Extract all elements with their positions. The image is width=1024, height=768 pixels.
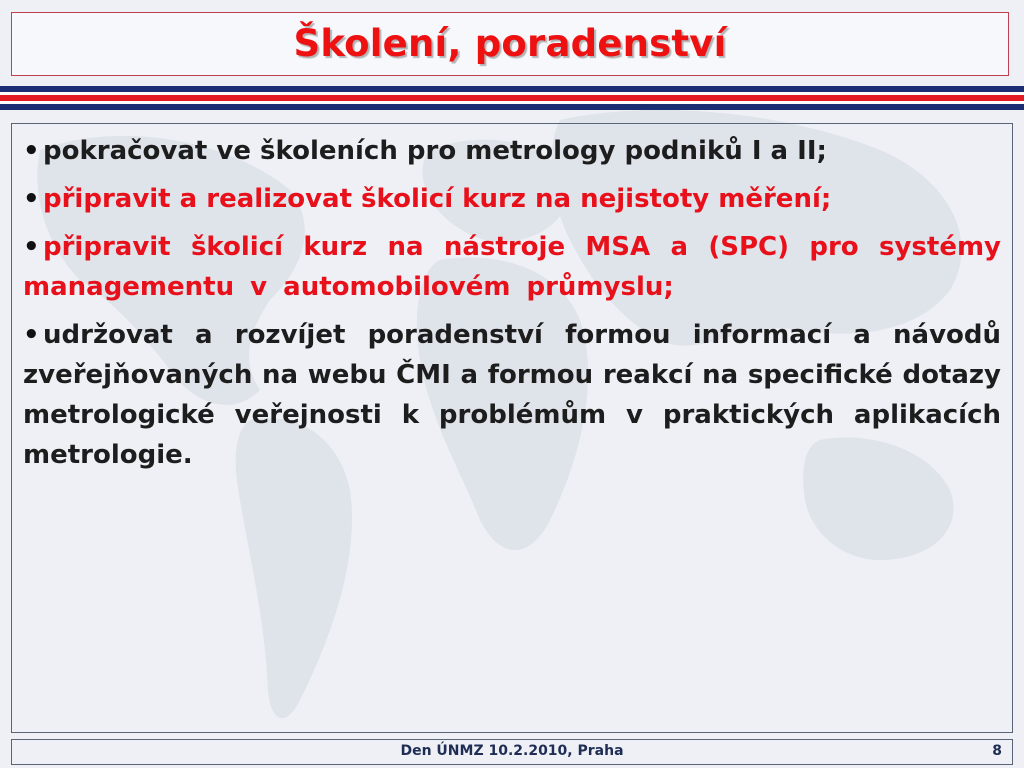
bullet-item <box>23 227 1001 307</box>
bullet-list <box>23 131 1001 483</box>
bullet-item <box>23 131 1001 171</box>
footer-text: Den ÚNMZ 10.2.2010, Praha <box>400 743 624 759</box>
bullet-text: připravit a realizovat školicí kurz na nejistoty měření; <box>43 184 832 214</box>
bullet-text: připravit školicí kurz na nástroje MSA a (SPC) pro systémy managementu v automobilovém průmyslu; <box>23 232 1001 302</box>
bullet-item <box>23 315 1001 475</box>
bullet-text: pokračovat ve školeních pro metrology podniků I a II; <box>43 136 827 166</box>
bullet-icon: • <box>23 184 40 214</box>
title-box <box>11 12 1009 76</box>
bullet-icon: • <box>23 136 40 166</box>
content-box <box>11 123 1013 733</box>
bullet-icon: • <box>23 232 40 262</box>
bullet-text: udržovat a rozvíjet poradenství formou informací a návodů zveřejňovaných na webu ČMI a formou reakcí na specifické dotazy metrologické veřejnosti k problémům v praktických aplikacích metrologie. <box>23 320 1001 470</box>
slide-title: Školení, poradenství <box>293 22 727 65</box>
bullet-item <box>23 179 1001 219</box>
bullet-icon: • <box>23 320 40 350</box>
footer <box>11 739 1013 765</box>
header-stripe-navy-bottom <box>0 104 1024 110</box>
page-number: 8 <box>992 743 1002 759</box>
